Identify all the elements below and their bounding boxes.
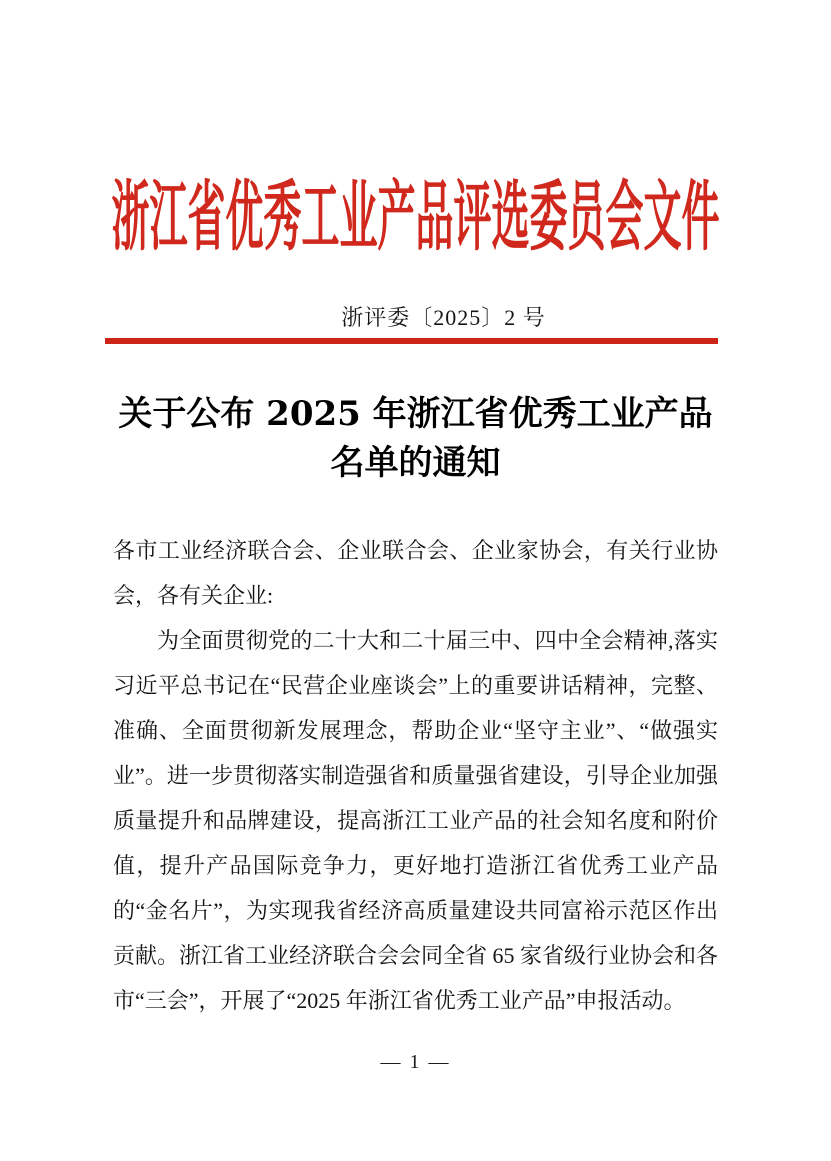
red-separator-line	[105, 338, 718, 344]
document-body	[113, 528, 718, 1023]
letterhead	[0, 155, 831, 261]
recipients-paragraph: 各市工业经济联合会、企业联合会、企业家协会，有关行业协会，各有关企业:	[113, 538, 718, 608]
notice-title-line2: 名单的通知	[330, 443, 501, 483]
body-paragraph: 为全面贯彻党的二十大和二十届三中、四中全会精神,落实习近平总书记在“民营企业座谈会”上的重要讲话精神，完整、准确、全面贯彻新发展理念，帮助企业“坚守主业”、“做强实业”。进一步贯彻落实制造强省和质量强省建设，引导企业加强质量提升和品牌建设，提高浙江工业产品的社会知名度和附价值，提升产品国际竞争力，更好地打造浙江省优秀工业产品的“金名片”，为实现我省经济高质量建设共同富裕示范区作出贡献。浙江省工业经济联合会会同全省 65 家省级行业协会和各市“三会”，开展了“2025 年浙江省优秀工业产品”申报活动。	[113, 628, 719, 1013]
page-number: — 1 —	[380, 1051, 451, 1073]
notice-title	[0, 390, 831, 488]
document-number: 浙评委〔2025〕2 号	[341, 305, 546, 330]
letterhead-title: 浙江省优秀工业产品评选委员会文件	[111, 171, 720, 261]
notice-title-line1: 关于公布 2025 年浙江省优秀工业产品	[118, 394, 713, 434]
